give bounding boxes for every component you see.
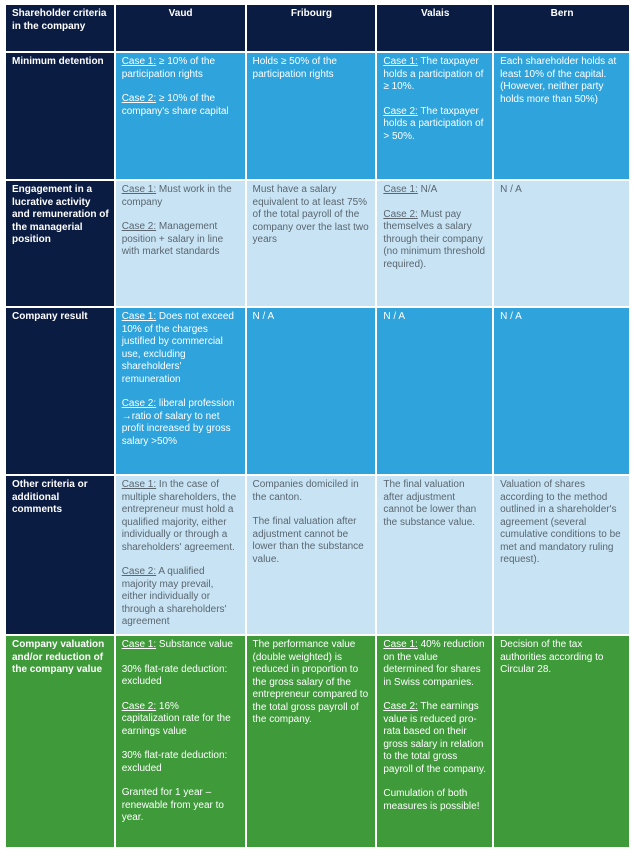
table-cell <box>247 181 376 306</box>
table-header-row <box>6 5 629 51</box>
paragraph-text: ≥ 10% of the participation rights <box>121 56 216 80</box>
table-row <box>6 181 629 306</box>
table-cell <box>116 181 245 306</box>
table-cell <box>116 308 245 474</box>
row-label: Company valuation and/or reduction of the company value <box>6 636 114 847</box>
paragraph-text: N / A <box>383 311 406 322</box>
cell-paragraph <box>500 479 624 567</box>
cell-paragraph <box>122 184 240 209</box>
table-cell <box>377 181 492 306</box>
case-label: Case 1: <box>121 639 157 650</box>
case-label: Case 2: <box>121 398 157 409</box>
table-cell <box>494 181 629 306</box>
paragraph-text: The final valuation after adjustment cannot be lower than the substance value. <box>383 479 477 528</box>
case-label: Case 2: <box>121 700 157 712</box>
cell-paragraph <box>253 311 371 324</box>
canton-header-bern: Bern <box>494 5 629 51</box>
table-cell <box>116 476 245 634</box>
row-label: Engagement in a lucrative activity and remuneration of the managerial position <box>6 181 114 306</box>
row-label: Company result <box>6 308 114 474</box>
cell-paragraph <box>383 209 487 272</box>
cell-paragraph <box>253 479 371 504</box>
cell-paragraph <box>122 398 240 448</box>
table-row <box>6 308 629 474</box>
table-cell <box>247 308 376 474</box>
table-cell <box>494 636 629 847</box>
paragraph-text: Each shareholder holds at least 10% of the capital. (However, neither party holds more than 50%) <box>500 56 617 105</box>
cell-paragraph <box>383 639 487 689</box>
case-label: Case 1: <box>121 184 157 195</box>
paragraph-text: Holds ≥ 50% of the participation rights <box>252 56 337 80</box>
paragraph-text: The taxpayer holds a participation of > 50%. <box>383 105 484 142</box>
cell-paragraph <box>122 221 240 259</box>
paragraph-text: liberal profession →ratio of salary to net profit increased by gross salary >50% <box>121 398 235 447</box>
paragraph-text: Management position + salary in line with market standards <box>121 221 224 257</box>
paragraph-text: Valuation of shares according to the method outlined in a shareholder's agreement (several cumulative conditions to be met and mandatory ruling request). <box>500 479 621 565</box>
cell-paragraph <box>122 311 240 386</box>
paragraph-text: Does not exceed 10% of the charges justified by commercial use, excluding shareholders' remuneration <box>121 311 234 385</box>
cell-paragraph <box>383 311 487 324</box>
paragraph-text: ≥ 10% of the company's share capital <box>121 93 229 117</box>
paragraph-text: 16% capitalization rate for the earnings value <box>121 700 231 737</box>
table-cell <box>116 636 245 847</box>
paragraph-text: N / A <box>500 311 522 322</box>
cell-paragraph <box>253 184 371 247</box>
case-label: Case 1: <box>121 479 157 490</box>
case-label: Case 1: <box>383 184 418 195</box>
case-label: Case 2: <box>121 566 157 577</box>
case-label: Case 2: <box>121 93 157 104</box>
paragraph-text: Granted for 1 year – renewable from year to year. <box>121 787 224 823</box>
cell-paragraph <box>500 311 624 324</box>
cell-paragraph <box>383 788 487 813</box>
cell-paragraph <box>253 516 371 566</box>
table-cell <box>494 308 629 474</box>
row-label: Minimum detention <box>6 53 114 179</box>
cell-paragraph <box>122 750 240 775</box>
cell-paragraph <box>122 56 240 81</box>
table-cell <box>247 53 376 179</box>
cell-paragraph <box>383 479 487 529</box>
table-row <box>6 53 629 179</box>
cell-paragraph <box>500 184 624 197</box>
paragraph-text: N / A <box>252 311 275 322</box>
paragraph-text: In the case of multiple shareholders, the entrepreneur must hold a qualified majority, either individually or through a shareholders' agreement. <box>121 479 237 553</box>
paragraph-text: The taxpayer holds a participation of ≥ 10%. <box>383 56 484 92</box>
cell-paragraph <box>383 184 487 197</box>
case-label: Case 1: <box>383 56 418 67</box>
cell-paragraph <box>383 106 487 144</box>
paragraph-text: Substance value <box>156 639 233 650</box>
cell-paragraph <box>500 56 624 106</box>
case-label: Case 2: <box>121 221 157 232</box>
cell-paragraph <box>122 664 240 689</box>
cell-paragraph <box>122 639 240 652</box>
canton-header-vaud: Vaud <box>116 5 245 51</box>
case-label: Case 2: <box>383 701 418 712</box>
case-label: Case 1: <box>121 56 157 67</box>
cell-paragraph <box>122 566 240 629</box>
table-cell <box>116 53 245 179</box>
table-row <box>6 476 629 634</box>
cell-paragraph <box>122 93 240 118</box>
paragraph-text: N / A <box>500 184 522 195</box>
cell-paragraph <box>383 701 487 776</box>
paragraph-text: Decision of the tax authorities according to Circular 28. <box>500 639 604 675</box>
paragraph-text: Must pay themselves a salary through their company (no minimum threshold required). <box>383 208 486 270</box>
paragraph-text: Companies domiciled in the canton. <box>252 479 359 503</box>
table-cell <box>377 308 492 474</box>
cell-paragraph <box>500 639 624 677</box>
cell-paragraph <box>253 56 371 81</box>
paragraph-text: 30% flat-rate deduction: excluded <box>121 750 228 774</box>
canton-header-fribourg: Fribourg <box>247 5 376 51</box>
cell-paragraph <box>122 787 240 825</box>
table-row <box>6 636 629 847</box>
paragraph-text: Must work in the company <box>121 184 232 208</box>
case-label: Case 2: <box>383 208 418 220</box>
table-cell <box>494 53 629 179</box>
paragraph-text: The final valuation after adjustment cannot be lower than the substance value. <box>252 516 364 565</box>
paragraph-text: 30% flat-rate deduction: excluded <box>121 663 228 687</box>
paragraph-text: A qualified majority may prevail, either individually or through a shareholders' agreement <box>121 566 227 627</box>
paragraph-text: Cumulation of both measures is possible! <box>383 788 480 812</box>
table-cell <box>377 636 492 847</box>
row-label: Other criteria or additional comments <box>6 476 114 634</box>
table-cell <box>377 476 492 634</box>
canton-header-valais: Valais <box>377 5 492 51</box>
table-cell <box>377 53 492 179</box>
paragraph-text: 40% reduction on the value determined for shares in Swiss companies. <box>383 639 485 688</box>
cell-paragraph <box>253 639 371 727</box>
cell-paragraph <box>122 479 240 554</box>
paragraph-text: The performance value (double weighted) is reduced in proportion to the gross salary of the entrepreneur compared to the total gross payroll of the company. <box>252 639 369 725</box>
canton-comparison-table <box>4 3 631 849</box>
case-label: Case 1: <box>383 639 418 650</box>
cell-paragraph <box>122 701 240 739</box>
case-label: Case 1: <box>121 311 157 322</box>
table-cell <box>247 636 376 847</box>
paragraph-text: The earnings value is reduced pro-rata based on their gross salary in relation to the total gross payroll of the company. <box>383 701 486 775</box>
cell-paragraph <box>383 56 487 94</box>
paragraph-text: N/A <box>417 184 438 195</box>
table-cell <box>494 476 629 634</box>
criteria-header: Shareholder criteria in the company <box>6 5 114 51</box>
paragraph-text: Must have a salary equivalent to at least 75% of the total payroll of the company over the last two years <box>252 184 369 245</box>
table-cell <box>247 476 376 634</box>
case-label: Case 2: <box>383 105 418 117</box>
